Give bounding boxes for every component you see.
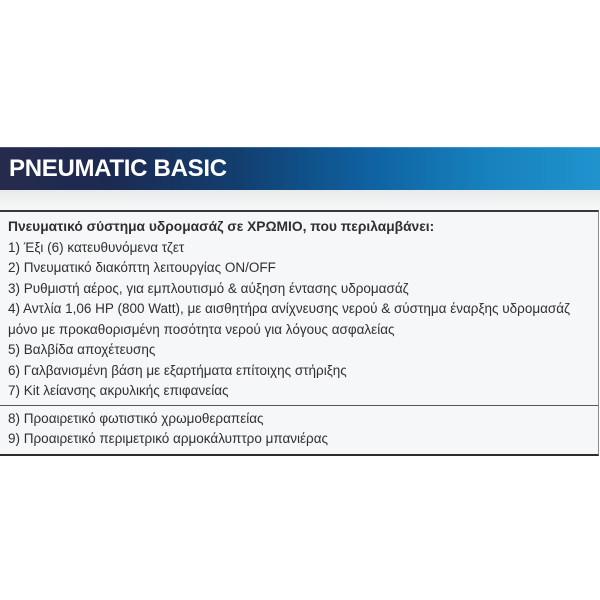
list-intro: Πνευματικό σύστημα υδρομασάζ σε ΧΡΩΜΙΟ, που περιλαμβάνει:	[8, 219, 435, 234]
feature-line-2: 2) Πνευματικό διακόπτη λειτουργίας ON/OFF	[8, 260, 276, 275]
feature-line-7: 7) Kit λείανσης ακρυλικής επιφανείας	[8, 383, 229, 398]
title-banner	[0, 147, 600, 190]
feature-line-4: 4) Αντλία 1,06 HP (800 Watt), με αισθητήρα ανίχνευσης νερού & σύστημα έναρξης υδρομασάζ	[8, 301, 571, 316]
page-title: PNEUMATIC BASIC	[9, 155, 227, 182]
feature-line-5: 5) Βαλβίδα αποχέτευσης	[8, 342, 156, 357]
feature-list-box	[0, 210, 599, 456]
banner-shadow-band	[0, 190, 600, 210]
feature-line-9: 9) Προαιρετικό περιμετρικό αρμοκάλυπτρο μπανιέρας	[8, 431, 329, 446]
feature-line-1: 1) Έξι (6) κατευθυνόμενα τζετ	[8, 239, 185, 255]
feature-list-optional	[0, 405, 598, 454]
feature-line-4-continued: μόνο με προκαθορισμένη ποσότητα νερού για λόγους ασφαλείας	[8, 321, 395, 337]
feature-line-6: 6) Γαλβανισμένη βάση με εξαρτήματα επίτοιχης στήριξης	[8, 362, 347, 378]
feature-line-8: 8) Προαιρετικό φωτιστικό χρωμοθεραπείας	[8, 410, 264, 426]
feature-list-main	[0, 212, 598, 405]
feature-line-3: 3) Ρυθμιστή αέρος, για εμπλουτισμό & αύξηση έντασης υδρομασάζ	[8, 280, 409, 296]
